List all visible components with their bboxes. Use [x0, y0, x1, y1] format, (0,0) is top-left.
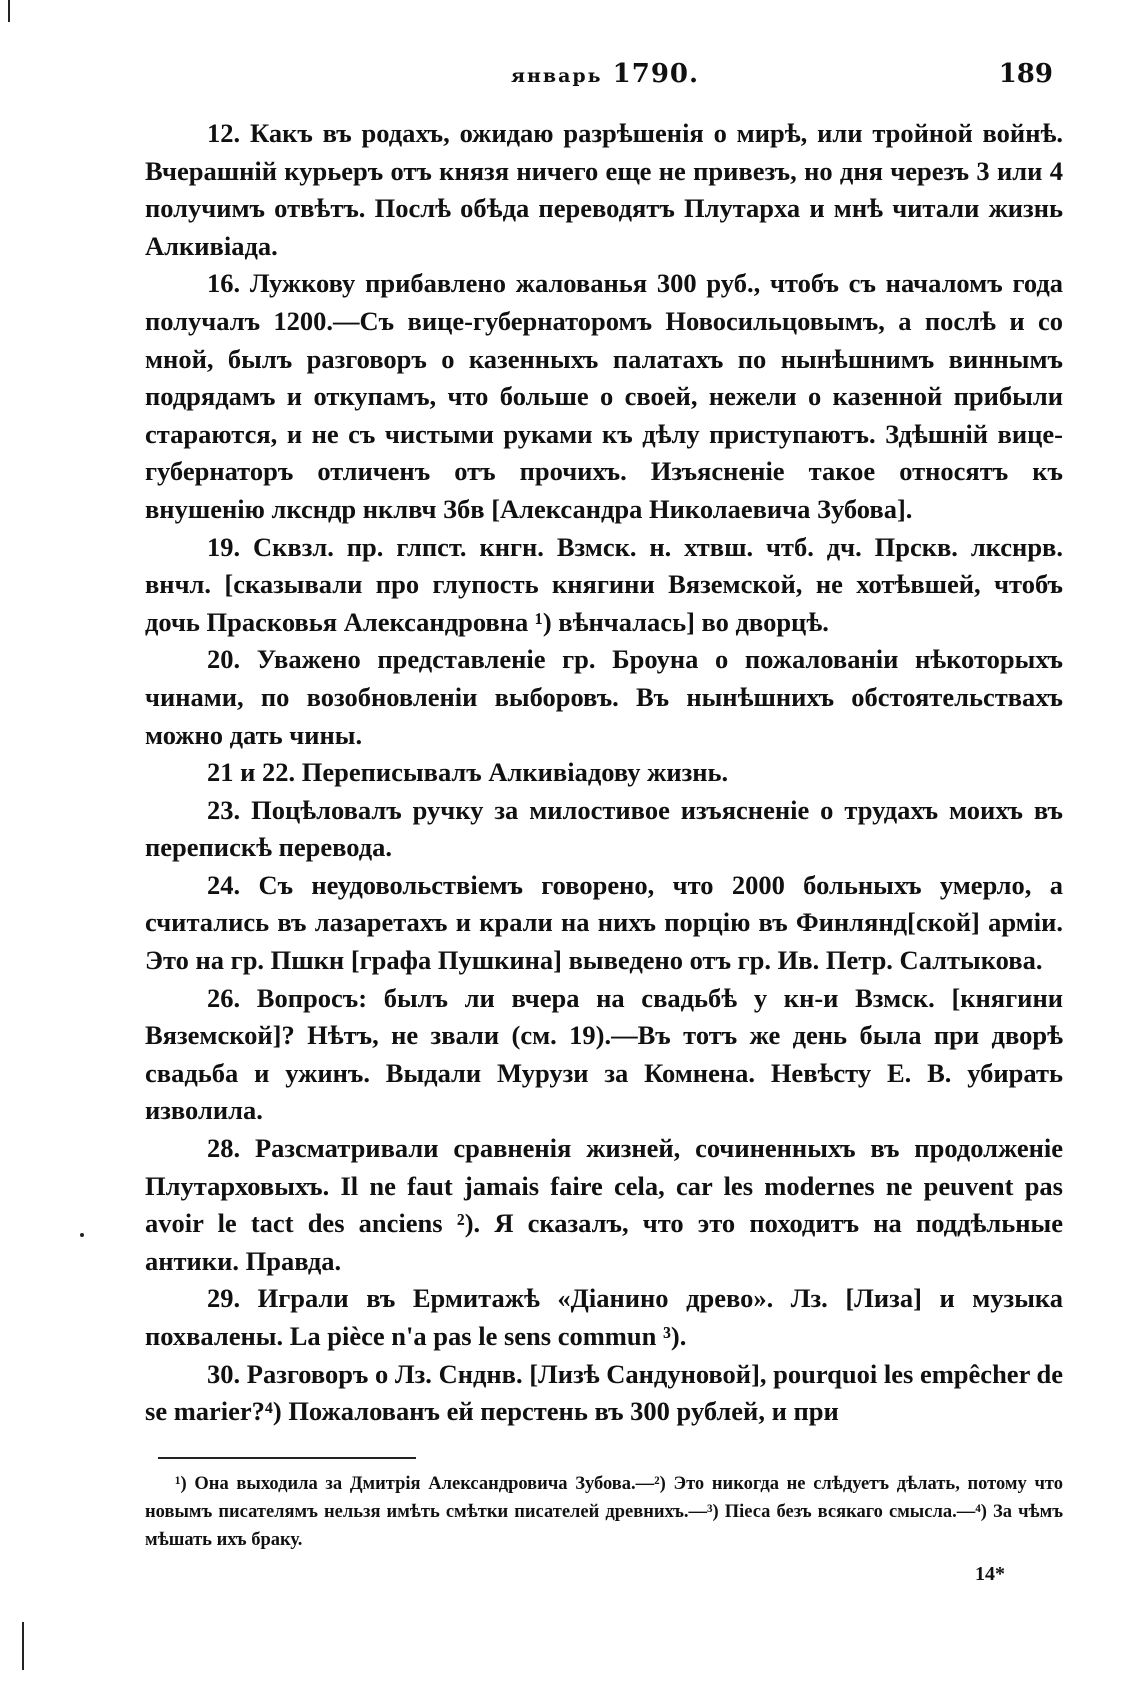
- diary-entry-16: 16. Лужкову прибавлено жалованья 300 руб., чтобъ съ началомъ года получалъ 1200.—Съ вице-губернаторомъ Новосильцовымъ, а послѣ и со мной, былъ разговоръ о казенныхъ палатахъ по нынѣшнимъ виннымъ подрядамъ и откупамъ, что больше о своей, нежели о казенной прибыли стараются, и не съ чистыми руками къ дѣлу приступаютъ. Здѣшній вице-губернаторъ отличенъ отъ прочихъ. Изъясненіе такое относятъ къ внушенію лксндр нклвч Збв [Александра Николаевича Зубова].: [145, 268, 1063, 524]
- running-head-year: 1790.: [612, 59, 700, 89]
- footnote-divider: [158, 1457, 416, 1459]
- diary-entry-26: 26. Вопросъ: былъ ли вчера на свадьбѣ у кн-и Взмск. [княгини Вяземской]? Нѣтъ, не звали (см. 19).—Въ тотъ же день была при дворѣ свадьба и ужинъ. Выдали Мурузи за Комнена. Невѣсту Е. В. убирать изволила.: [145, 982, 1063, 1126]
- scan-dust-mark: [80, 1233, 84, 1237]
- main-text: [145, 115, 1063, 1431]
- signature-mark: 14*: [975, 1563, 1005, 1585]
- scan-edge-mark: [22, 1622, 24, 1670]
- scan-edge-mark: [8, 0, 10, 22]
- running-head: [145, 55, 1065, 95]
- diary-entry-30: 30. Разговоръ о Лз. Снднв. [Лизѣ Сандуновой], pourquoi les empêcher de se marier?⁴) Пожалованъ ей перстень въ 300 рублей, и при: [145, 1358, 1063, 1427]
- diary-entry-23: 23. Поцѣловалъ ручку за милостивое изъясненіе о трудахъ моихъ въ перепискѣ перевода.: [145, 794, 1063, 863]
- diary-entry-24: 24. Съ неудовольствіемъ говорено, что 2000 больныхъ умерло, а считались въ лазаретахъ и крали на нихъ порцію въ Финлянд[ской] арміи. Это на гр. Пшкн [графа Пушкина] выведено отъ гр. Ив. Петр. Салтыкова.: [145, 869, 1063, 976]
- diary-entry-20: 20. Уважено представленіе гр. Броуна о пожалованіи нѣкоторыхъ чинами, по возобновленіи выборовъ. Въ нынѣшнихъ обстоятельствахъ можно дать чины.: [145, 644, 1063, 750]
- diary-entry-12: 12. Какъ въ родахъ, ожидаю разрѣшенія о мирѣ, или тройной войнѣ. Вчерашній курьеръ отъ князя ничего еще не привезъ, но дня черезъ 3 или 4 получимъ отвѣтъ. Послѣ обѣда переводятъ Плутарха и мнѣ читали жизнь Алкивіада.: [145, 118, 1063, 261]
- diary-entry-28: 28. Разсматривали сравненія жизней, сочиненныхъ въ продолженіе Плутарховыхъ. Il ne faut jamais faire cela, car les modernes ne peuvent pas avoir le tact des anciens ²). Я сказалъ, что это походитъ на поддѣльные антики. Правда.: [145, 1133, 1063, 1276]
- running-head-title: [145, 59, 1065, 89]
- page-number: 189: [998, 59, 1053, 89]
- running-head-month: январь: [510, 65, 603, 87]
- diary-entry-19: 19. Сквзл. пр. глпст. кнгн. Взмск. н. хтвш. чтб. дч. Прскв. лкснрв. внчл. [сказывали про глупость княгини Вяземской, не хотѣвшей, чтобъ дочь Прасковья Александровна ¹) вѣнчалась] во дворцѣ.: [145, 531, 1063, 637]
- diary-entry-29: 29. Играли въ Ермитажѣ «Діанино древо». Лз. [Лиза] и музыка похвалены. La pièce n'a pas le sens commun ³).: [145, 1283, 1063, 1351]
- footnotes: [145, 1470, 1063, 1554]
- diary-entry-21-22: 21 и 22. Переписывалъ Алкивіадову жизнь.: [207, 757, 729, 788]
- footnote-text: ¹) Она выходила за Дмитрія Александровича Зубова.—²) Это никогда не слѣдуетъ дѣлать, потому что новымъ писателямъ нельзя имѣть смѣтки писателей древнихъ.—³) Піеса безъ всякаго смысла.—⁴) За чѣмъ мѣшать ихъ браку.: [145, 1474, 1063, 1550]
